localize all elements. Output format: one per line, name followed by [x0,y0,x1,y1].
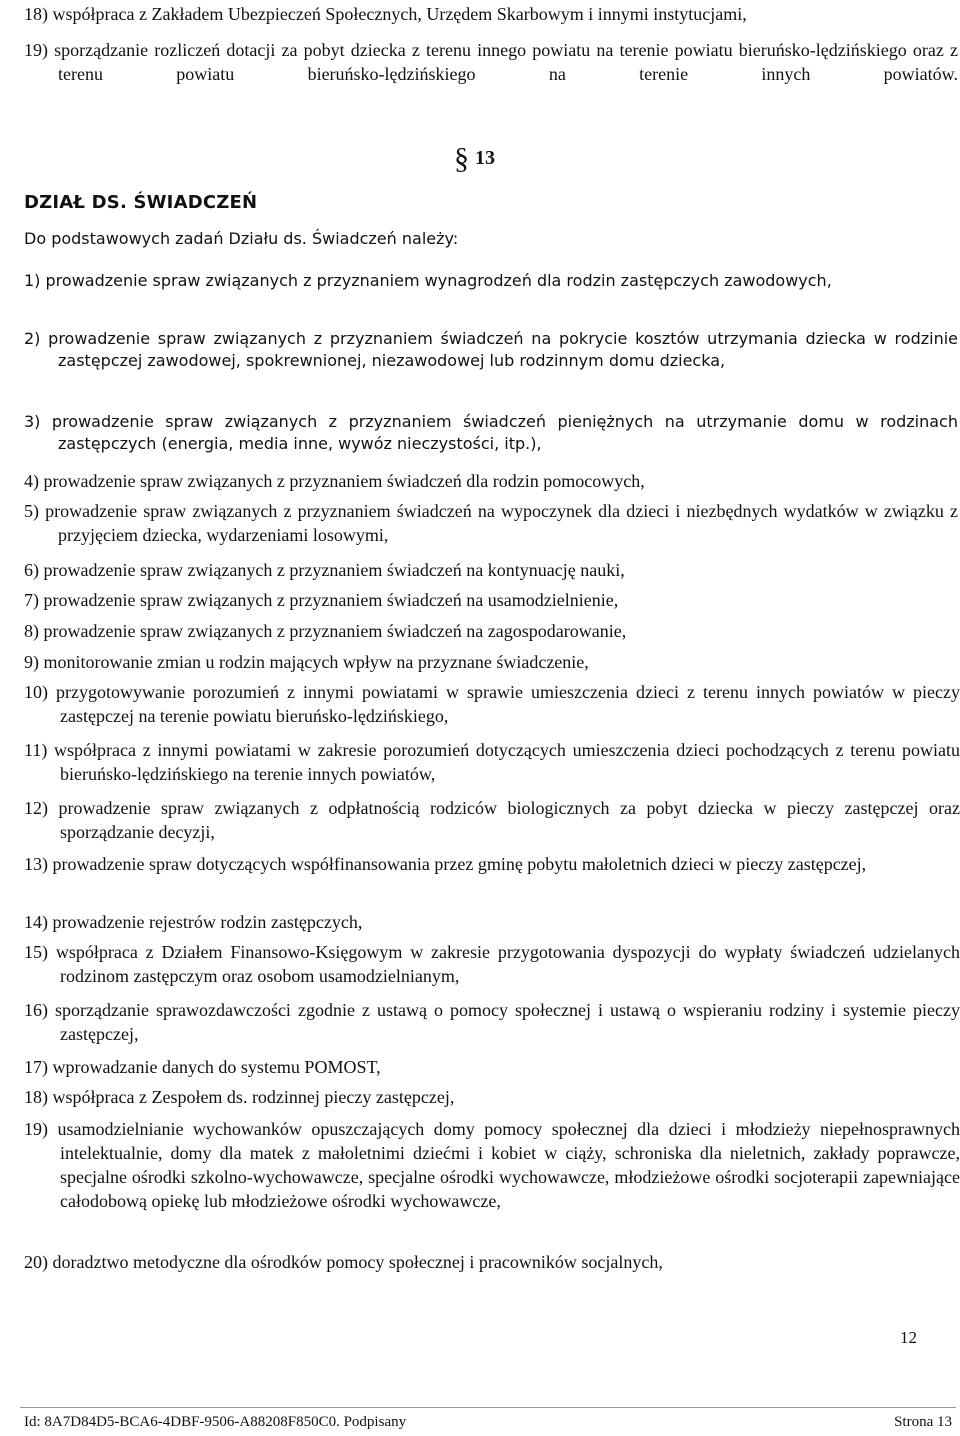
item-text: doradztwo metodyczne dla ośrodków pomocy społecznej i pracowników socjalnych, [52,1252,663,1272]
list-item [24,558,958,582]
department-title: DZIAŁ DS. ŚWIADCZEŃ [24,192,258,213]
list-item [24,38,958,110]
item-text: prowadzenie spraw związanych z przyznaniem świadczeń na zagospodarowanie, [43,621,627,641]
item-text: przygotowywanie porozumień z innymi powiatami w sprawie umieszczenia dzieci z terenu innych powiatów w pieczy zastępczej na terenie powiatu bieruńsko-lędzińskiego, [56,682,960,726]
item-number: 20) [24,1252,48,1272]
list-item [24,852,960,876]
item-number: 17) [24,1057,48,1077]
department-intro: Do podstawowych zadań Działu ds. Świadczeń należy: [24,229,459,248]
list-item [24,1250,960,1274]
list-item [24,1085,960,1109]
item-text: prowadzenie spraw związanych z odpłatnością rodziców biologicznych za pobyt dziecka w pieczy zastępczej oraz sporządzanie decyzji, [58,798,960,842]
item-text: prowadzenie spraw dotyczących współfinansowania przez gminę pobytu małoletnich dzieci w pieczy zastępczej, [52,854,867,874]
list-item [24,796,960,844]
item-number: 18) [24,4,48,24]
list-item [24,650,958,674]
item-number: 19) [24,40,48,60]
footer-divider [20,1407,956,1408]
item-text: monitorowanie zmian u rodzin mających wpływ na przyznane świadczenie, [43,652,589,672]
list-item [24,998,960,1046]
item-text: prowadzenie spraw związanych z przyznaniem wynagrodzeń dla rodzin zastępczych zawodowych, [45,271,832,290]
item-number: 8) [24,621,39,641]
page-number: 12 [900,1328,917,1347]
item-number: 5) [24,501,39,521]
list-item [24,411,958,455]
item-text: współpraca z Zakładem Ubezpieczeń Społecznych, Urzędem Skarbowym i innymi instytucjami, [52,4,747,24]
item-number: 2) [24,329,41,348]
item-text: usamodzielnianie wychowanków opuszczających domy pomocy społecznej dla dzieci i młodzieży niepełnosprawnych intelektualnie, domy dla matek z małoletnimi dziećmi i kobiet w ciąży, schroniska dla nieletnich, zakłady poprawcze, specjalne ośrodki szkolno-wychowawcze, specjalne ośrodki wychowawcze, młodzieżowe ośrodki socjoterapii zapewniające całodobową opiekę lub młodzieżowe ośrodki wychowawcze, [57,1119,960,1211]
item-text: prowadzenie spraw związanych z przyznaniem świadczeń na kontynuację nauki, [43,560,625,580]
item-number: 1) [24,271,41,290]
item-number: 15) [24,942,48,962]
list-item [24,2,958,26]
item-number: 19) [24,1119,48,1139]
item-text: prowadzenie spraw związanych z przyznaniem świadczeń na pokrycie kosztów utrzymania dziecka w rodzinie zastępczej zawodowej, spokrewnionej, niezawodowej lub rodzinnym domu dziecka, [48,329,958,370]
item-text: prowadzenie spraw związanych z przyznaniem świadczeń dla rodzin pomocowych, [43,471,645,491]
list-item [24,738,960,786]
item-text: współpraca z innymi powiatami w zakresie porozumień dotyczących umieszczenia dzieci pochodzących z terenu powiatu bieruńsko-lędzińskiego na terenie innych powiatów, [54,740,960,784]
list-item [24,619,958,643]
list-item [24,588,958,612]
item-number: 11) [24,740,48,760]
item-text: wprowadzanie danych do systemu POMOST, [52,1057,381,1077]
section-symbol: § [454,142,469,175]
list-item [24,469,958,493]
item-number: 9) [24,652,39,672]
list-item [24,1117,960,1213]
item-text: współpraca z Zespołem ds. rodzinnej pieczy zastępczej, [52,1087,455,1107]
item-number: 7) [24,590,39,610]
list-item [24,940,960,988]
item-text: prowadzenie spraw związanych z przyznaniem świadczeń pieniężnych na utrzymanie domu w rodzinach zastępczych (energia, media inne, wywóz nieczystości, itp.), [51,412,958,453]
item-number: 3) [24,412,41,431]
item-number: 12) [24,798,48,818]
footer-document-id: Id: 8A7D84D5-BCA6-4DBF-9506-A88208F850C0. Podpisany [24,1414,407,1430]
item-number: 18) [24,1087,48,1107]
section-number: 13 [475,147,495,169]
list-item [24,910,960,934]
item-number: 4) [24,471,39,491]
item-text: sporządzanie sprawozdawczości zgodnie z ustawą o pomocy społecznej i ustawą o wspieraniu rodziny i systemie pieczy zastępczej, [55,1000,960,1044]
item-text: prowadzenie spraw związanych z przyznaniem świadczeń na usamodzielnienie, [43,590,619,610]
item-text: współpraca z Działem Finansowo-Księgowym w zakresie przygotowania dyspozycji do wypłaty świadczeń udzielanych rodzinom zastępczym oraz osobom usamodzielnianym, [55,942,960,986]
list-item [24,680,960,728]
item-number: 14) [24,912,48,932]
item-number: 10) [24,682,48,702]
list-item [24,1055,960,1079]
item-text: prowadzenie spraw związanych z przyznaniem świadczeń na wypoczynek dla dzieci i niezbędnych wydatków w związku z przyjęciem dziecka, wydarzeniami losowymi, [45,501,959,545]
item-text: sporządzanie rozliczeń dotacji za pobyt dziecka z terenu innego powiatu na terenie powiatu bieruńsko-lędzińskiego oraz z terenu powiatu bieruńsko-lędzińskiego na terenie innych powiatów. [54,40,958,84]
list-item [24,499,958,547]
list-item [24,328,958,372]
footer-page-label: Strona 13 [894,1414,952,1430]
item-number: 13) [24,854,48,874]
item-text: prowadzenie rejestrów rodzin zastępczych, [52,912,363,932]
item-number: 6) [24,560,39,580]
item-number: 16) [24,1000,48,1020]
list-item [24,270,958,292]
section-heading [454,142,495,176]
